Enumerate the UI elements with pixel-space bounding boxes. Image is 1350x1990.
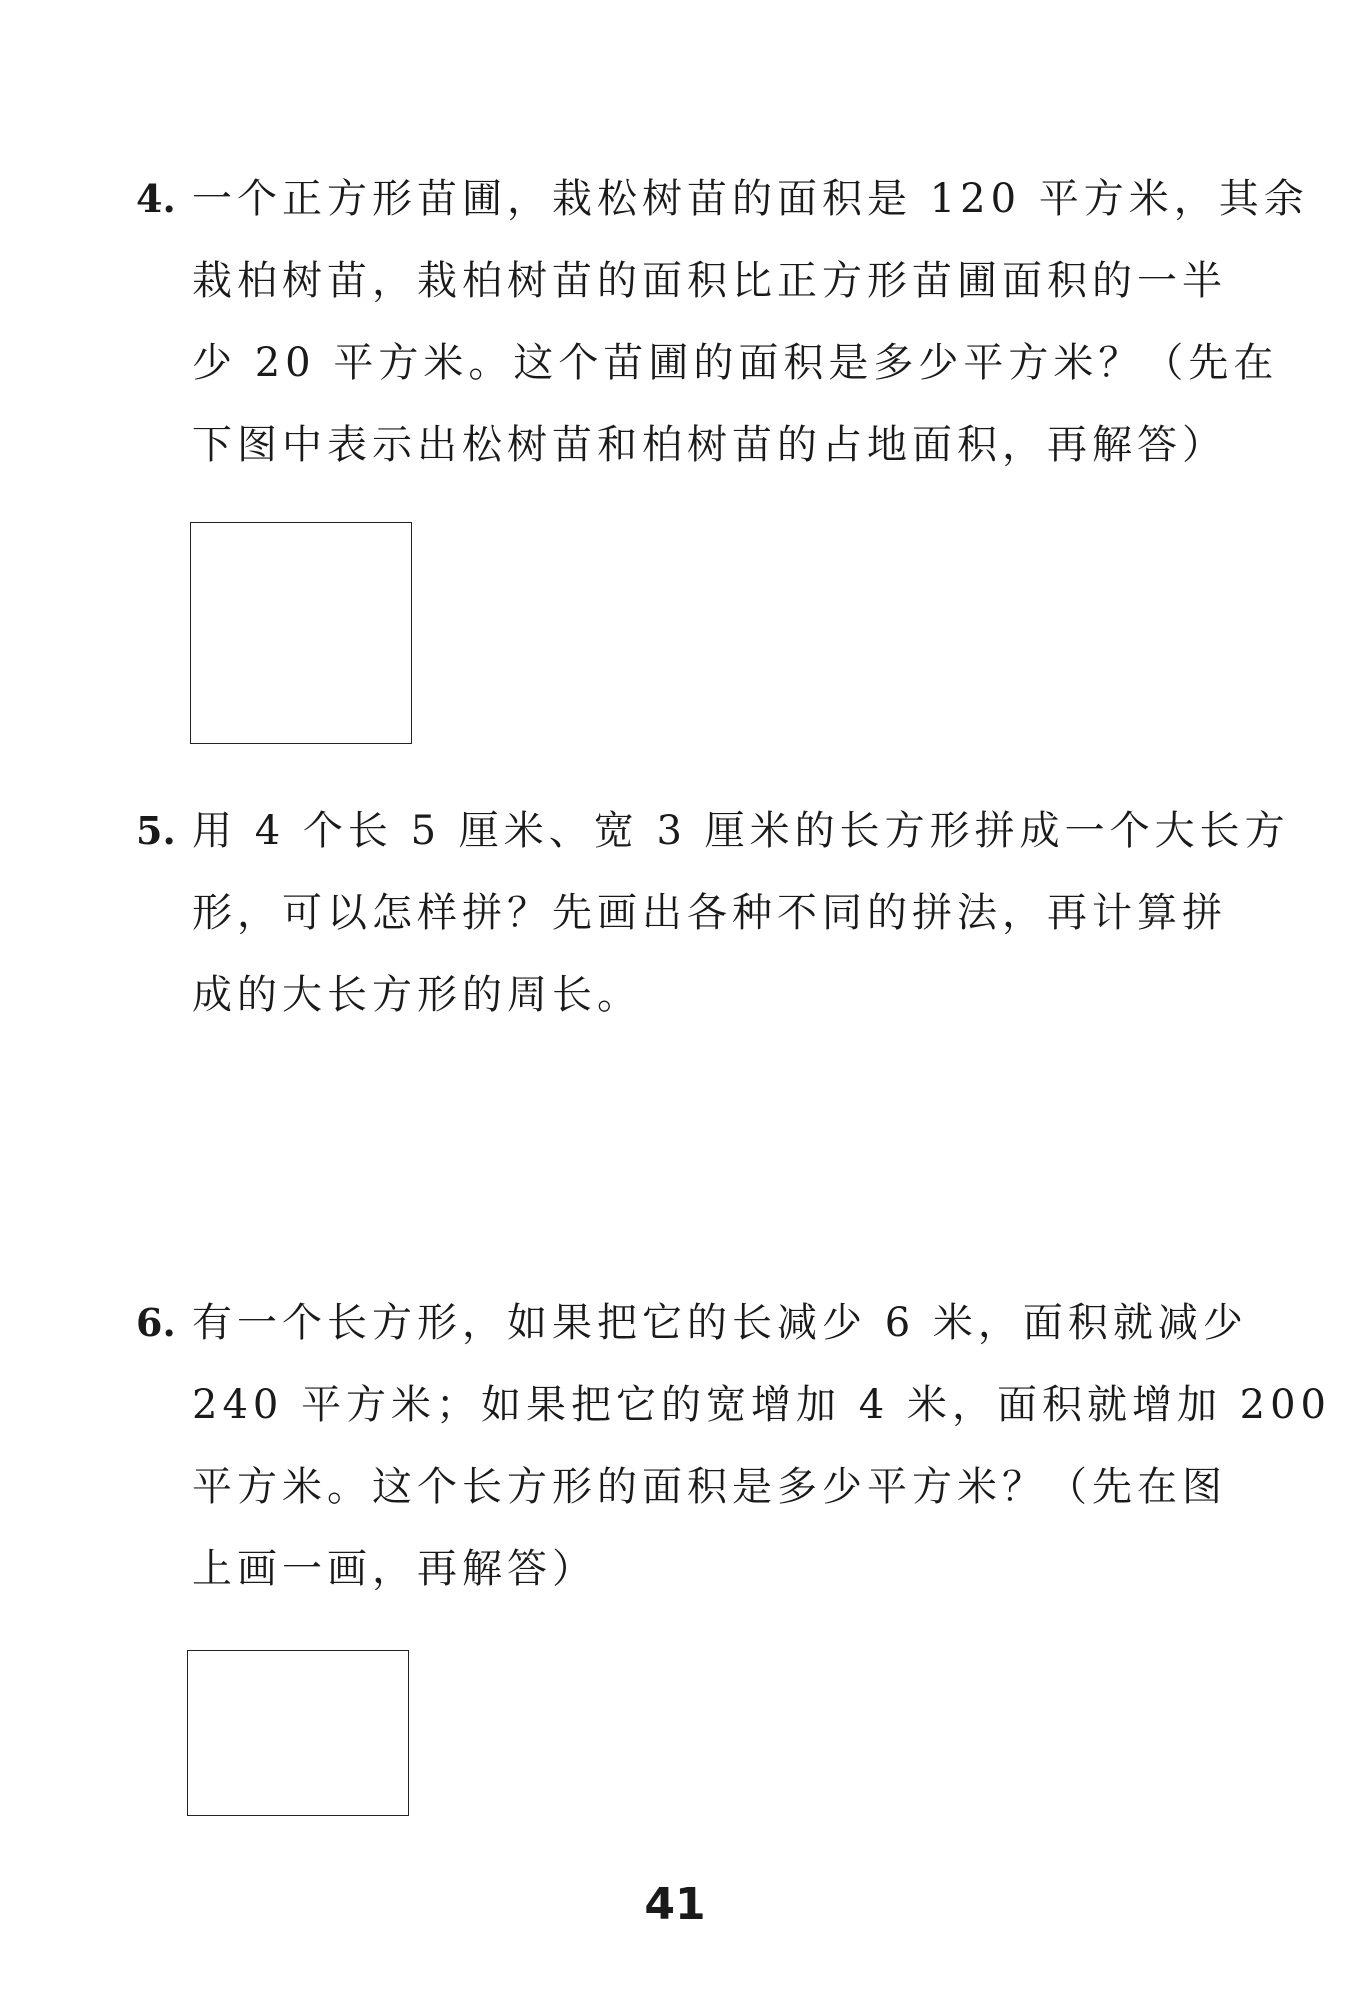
problem-number: 4. xyxy=(136,176,176,221)
problem-text-line: 下图中表示出松树苗和柏树苗的占地面积，再解答） xyxy=(192,422,1227,468)
problem-6 xyxy=(136,1282,1332,1610)
problem-text-line: 成的大长方形的周长。 xyxy=(192,972,642,1018)
problem-number: 5. xyxy=(136,808,176,853)
problem-5 xyxy=(136,790,1290,1036)
rectangle-diagram[interactable] xyxy=(187,1650,409,1816)
problem-text-line: 栽柏树苗，栽柏树苗的面积比正方形苗圃面积的一半 xyxy=(192,258,1227,304)
problem-number: 6. xyxy=(136,1300,176,1345)
problem-text-line: 有一个长方形，如果把它的长减少 6 米，面积就减少 xyxy=(192,1300,1248,1346)
page-number: 41 xyxy=(644,1879,706,1930)
square-nursery-diagram[interactable] xyxy=(190,522,412,744)
problem-text-line: 用 4 个长 5 厘米、宽 3 厘米的长方形拼成一个大长方 xyxy=(192,808,1290,854)
problem-text-line: 一个正方形苗圃，栽松树苗的面积是 120 平方米，其余 xyxy=(192,176,1309,222)
problem-text-line: 形，可以怎样拼？先画出各种不同的拼法，再计算拼 xyxy=(192,890,1227,936)
problem-text-line: 平方米。这个长方形的面积是多少平方米？（先在图 xyxy=(192,1464,1227,1510)
problem-text-line: 上画一画，再解答） xyxy=(192,1546,597,1592)
problem-text-line: 少 20 平方米。这个苗圃的面积是多少平方米？（先在 xyxy=(192,340,1279,386)
problem-text-line: 240 平方米；如果把它的宽增加 4 米，面积就增加 200 xyxy=(192,1382,1332,1428)
problem-4 xyxy=(136,158,1309,486)
